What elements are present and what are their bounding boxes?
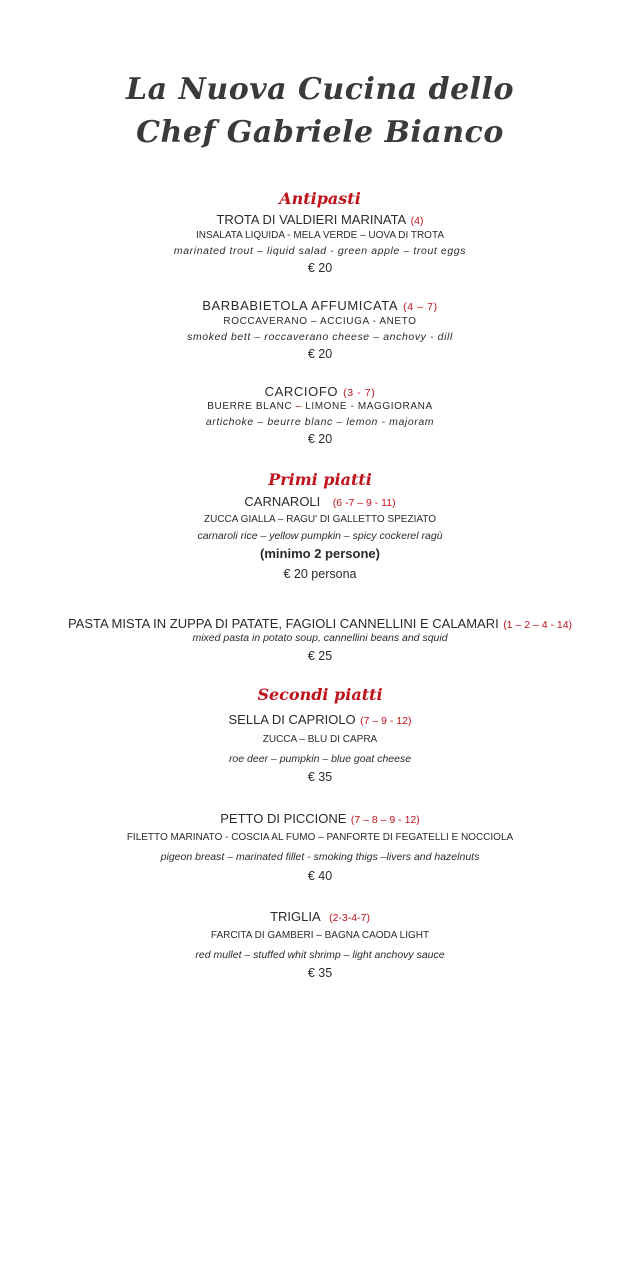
dish-trota	[0, 211, 640, 229]
dish-name: TROTA DI VALDIERI MARINATA	[216, 212, 407, 227]
dish-allergens: (4 – 7)	[403, 301, 438, 313]
dish-ingredients: INSALATA LIQUIDA - MELA VERDE – UOVA DI TROTA	[195, 230, 445, 241]
dish-allergens: (6 -7 – 9 - 11)	[332, 497, 396, 509]
dish-ingredients: FILETTO MARINATO - COSCIA AL FUMO – PANFORTE DI FEGATELLI E NOCCIOLA	[126, 832, 514, 843]
dish-piccione	[0, 810, 640, 828]
dish-price: € 25	[307, 649, 333, 663]
dish-ingredients: ROCCAVERANO – ACCIUGA - ANETO	[223, 316, 417, 327]
ingredient-dash: –	[295, 401, 302, 412]
dish-note: (minimo 2 persone)	[260, 546, 380, 561]
dish-allergens: (4)	[410, 215, 424, 227]
dish-allergens: (2-3-4-7)	[329, 912, 370, 924]
dish-name: CARNAROLI	[244, 494, 321, 509]
dish-barbabietola	[0, 297, 640, 315]
dish-english: artichoke – beurre blanc – lemon - majoram	[205, 416, 435, 428]
dish-price: € 20 persona	[283, 567, 357, 581]
dish-name: PETTO DI PICCIONE	[220, 811, 347, 826]
dish-name: BARBABIETOLA AFFUMICATA	[202, 298, 399, 313]
dish-allergens: (1 – 2 – 4 - 14)	[503, 619, 573, 631]
dish-english: mixed pasta in potato soup, cannellini beans and squid	[192, 632, 448, 644]
dish-carnaroli	[0, 493, 640, 511]
dish-price: € 35	[307, 770, 333, 784]
dish-allergens: (7 – 9 - 12)	[360, 715, 412, 727]
section-heading-primi: Primi piatti	[268, 470, 372, 489]
dish-ingredients: ZUCCA GIALLA – RAGU' DI GALLETTO SPEZIATO	[204, 514, 436, 525]
dish-price: € 20	[307, 347, 333, 361]
dish-name: TRIGLIA	[270, 909, 321, 924]
dish-carciofo	[0, 383, 640, 401]
menu-title-line-2: Chef Gabriele Bianco	[136, 115, 504, 150]
dish-pasta	[0, 615, 640, 633]
ingredient-part: LIMONE - MAGGIORANA	[305, 401, 433, 412]
dish-english: roe deer – pumpkin – blue goat cheese	[228, 753, 412, 765]
dish-ingredients	[0, 401, 640, 412]
dish-price: € 20	[307, 261, 333, 275]
dish-price: € 40	[307, 869, 333, 883]
dish-triglia	[0, 908, 640, 926]
dish-ingredients: ZUCCA – BLU DI CAPRA	[262, 734, 378, 745]
section-heading-antipasti: Antipasti	[279, 189, 361, 208]
dish-price: € 35	[307, 966, 333, 980]
dish-allergens: (7 – 8 – 9 - 12)	[350, 814, 420, 826]
dish-name: SELLA DI CAPRIOLO	[228, 712, 356, 727]
dish-price: € 20	[307, 432, 333, 446]
dish-english: marinated trout – liquid salad - green apple – trout eggs	[173, 245, 467, 257]
dish-allergens: (3 - 7)	[343, 387, 376, 399]
dish-capriolo	[0, 711, 640, 729]
dish-english: carnaroli rice – yellow pumpkin – spicy cockerel ragù	[197, 530, 443, 542]
ingredient-part: BUERRE BLANC	[207, 401, 293, 412]
section-heading-secondi: Secondi piatti	[257, 685, 383, 704]
dish-name: CARCIOFO	[264, 384, 339, 399]
dish-english: smoked bett – roccaverano cheese – anchovy - dill	[187, 331, 453, 343]
dish-english: pigeon breast – marinated fillet - smoking thigs –livers and hazelnuts	[160, 851, 480, 863]
dish-name: PASTA MISTA IN ZUPPA DI PATATE, FAGIOLI CANNELLINI E CALAMARI	[67, 616, 499, 631]
menu-title-line-1: La Nuova Cucina dello	[126, 72, 514, 107]
dish-ingredients: FARCITA DI GAMBERI – BAGNA CAODA LIGHT	[210, 930, 430, 941]
dish-english: red mullet – stuffed whit shrimp – light anchovy sauce	[195, 949, 445, 961]
